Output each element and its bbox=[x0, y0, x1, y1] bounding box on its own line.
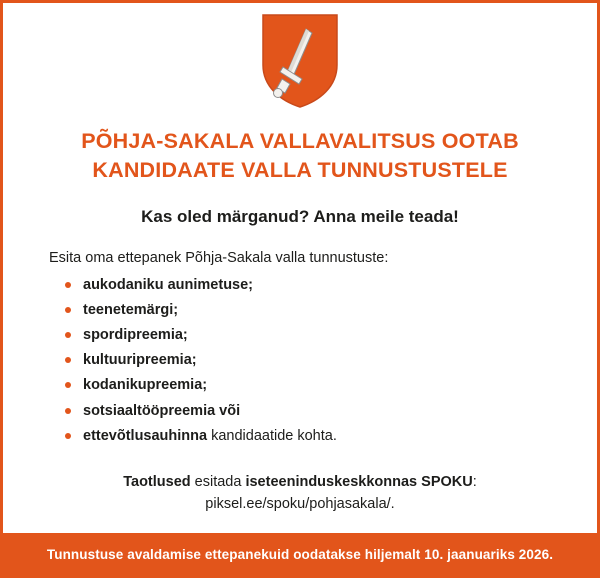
list-item-label: ettevõtlusauhinna bbox=[83, 427, 208, 444]
footer-banner bbox=[3, 533, 597, 575]
list-item bbox=[59, 376, 551, 394]
coat-of-arms-icon bbox=[261, 13, 339, 109]
award-list bbox=[49, 276, 551, 445]
page-subtitle: Kas oled märganud? Anna meile teada! bbox=[141, 207, 459, 227]
list-item-label: sotsiaaltööpreemia või bbox=[83, 402, 241, 419]
list-item-label: kultuuripreemia; bbox=[83, 352, 197, 369]
list-item-label: spordipreemia; bbox=[83, 327, 188, 344]
body-section bbox=[3, 249, 597, 445]
apply-colon: : bbox=[472, 473, 477, 490]
list-item-label: kodanikupreemia; bbox=[83, 377, 208, 394]
list-item bbox=[59, 301, 551, 319]
page-title-line2: KANDIDAATE VALLA TUNNUSTUSTELE bbox=[92, 158, 508, 183]
crest-container bbox=[3, 3, 597, 109]
apply-plain-esitada: esitada bbox=[190, 473, 246, 490]
apply-line-1 bbox=[33, 471, 567, 493]
list-item-label: aukodaniku aunimetuse; bbox=[83, 276, 254, 293]
list-item-label: teenetemärgi; bbox=[83, 302, 179, 318]
footer-deadline-text: Tunnustuse avaldamise ettepanekuid oodatakse hiljemalt 10. jaanuariks 2026. bbox=[46, 546, 554, 562]
apply-bold-taotlused: Taotlused bbox=[123, 473, 191, 490]
list-item bbox=[59, 326, 551, 344]
page-title bbox=[33, 127, 567, 185]
apply-url[interactable]: piksel.ee/spoku/pohjasakala/. bbox=[205, 496, 395, 513]
apply-instructions bbox=[33, 471, 567, 516]
list-item bbox=[59, 351, 551, 369]
list-item-rest: kandidaatide kohta. bbox=[207, 427, 337, 444]
page-title-line1: PÕHJA-SAKALA VALLAVALITSUS OOTAB bbox=[81, 129, 519, 153]
list-item bbox=[59, 402, 551, 420]
apply-bold-spoku: iseteeninduskeskkonnas SPOKU bbox=[245, 473, 473, 490]
list-item bbox=[59, 427, 551, 445]
body-lead-text: Esita oma ettepanek Põhja-Sakala valla tunnustuste: bbox=[49, 250, 389, 267]
list-item bbox=[59, 276, 551, 294]
